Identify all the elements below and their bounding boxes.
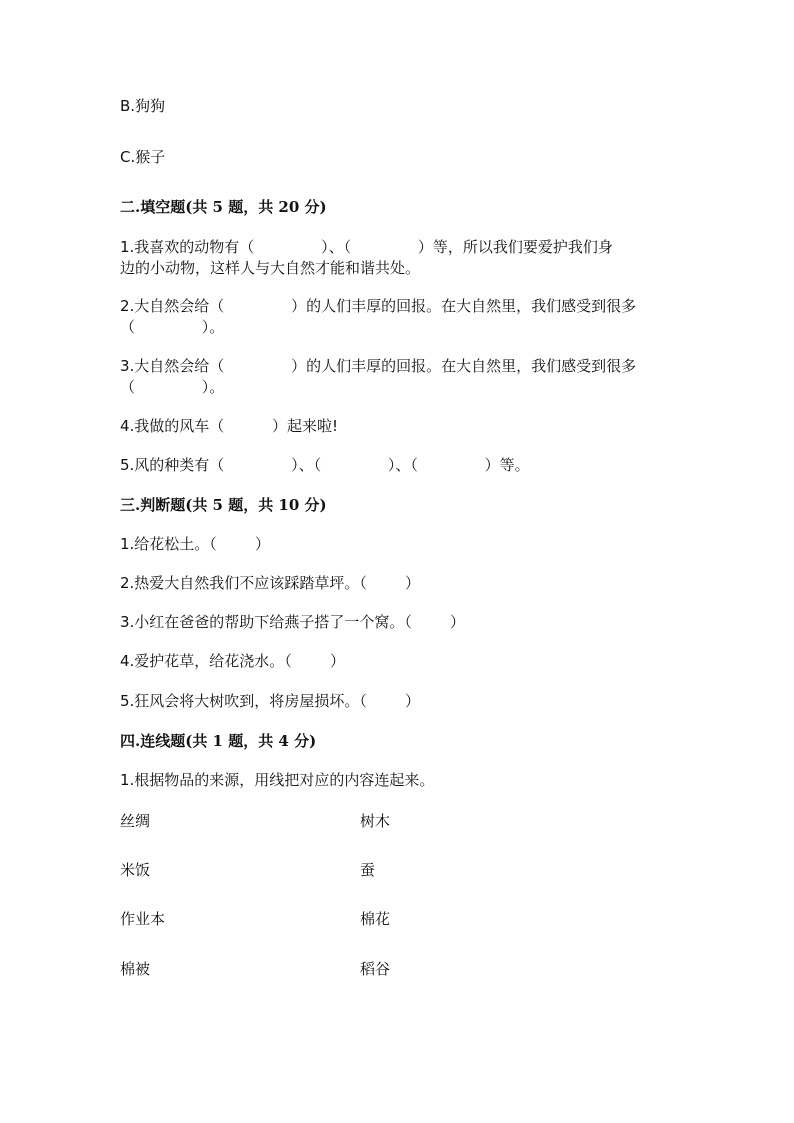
judge-question-5: 5.狂风会将大树吹到，将房屋损坏。（ ） [120,692,420,710]
judge-question-4: 4.爱护花草，给花浇水。（ ） [120,652,345,670]
fill-blank-question-5: 5.风的种类有（ ）、（ ）、（ ）等。 [120,456,530,474]
matching-left-item: 作业本 [120,910,166,928]
matching-left-item: 棉被 [120,960,151,978]
judge-question-1: 1.给花松土。（ ） [120,535,270,553]
judge-question-3: 3.小红在爸爸的帮助下给燕子搭了一个窝。（ ） [120,613,465,631]
fill-blank-question-1: 1.我喜欢的动物有（ ）、（ ）等，所以我们要爱护我们身 [120,238,613,256]
matching-question-1: 1.根据物品的来源，用线把对应的内容连起来。 [120,771,435,789]
option-c: C.猴子 [120,148,166,166]
option-b: B.狗狗 [120,97,166,115]
matching-right-item: 树木 [360,812,391,830]
fill-blank-question-4: 4.我做的风车（ ）起来啦! [120,417,339,435]
matching-left-item: 米饭 [120,861,151,879]
section-heading-judge: 三.判断题(共 5 题，共 10 分) [120,496,327,514]
fill-blank-question-2-continued: （ ）。 [120,318,225,336]
matching-left-item: 丝绸 [120,812,151,830]
fill-blank-question-2: 2.大自然会给（ ）的人们丰厚的回报。在大自然里，我们感受到很多 [120,297,637,315]
fill-blank-question-3-continued: （ ）。 [120,378,225,396]
judge-question-2: 2.热爱大自然我们不应该踩踏草坪。（ ） [120,574,420,592]
section-heading-fill-blank: 二.填空题(共 5 题，共 20 分) [120,198,327,216]
section-heading-matching: 四.连线题(共 1 题，共 4 分) [120,732,317,750]
matching-right-item: 棉花 [360,910,391,928]
fill-blank-question-1-continued: 边的小动物，这样人与大自然才能和谐共处。 [120,259,421,277]
fill-blank-question-3: 3.大自然会给（ ）的人们丰厚的回报。在大自然里，我们感受到很多 [120,357,637,375]
matching-right-item: 稻谷 [360,960,391,978]
matching-right-item: 蚕 [360,861,376,879]
